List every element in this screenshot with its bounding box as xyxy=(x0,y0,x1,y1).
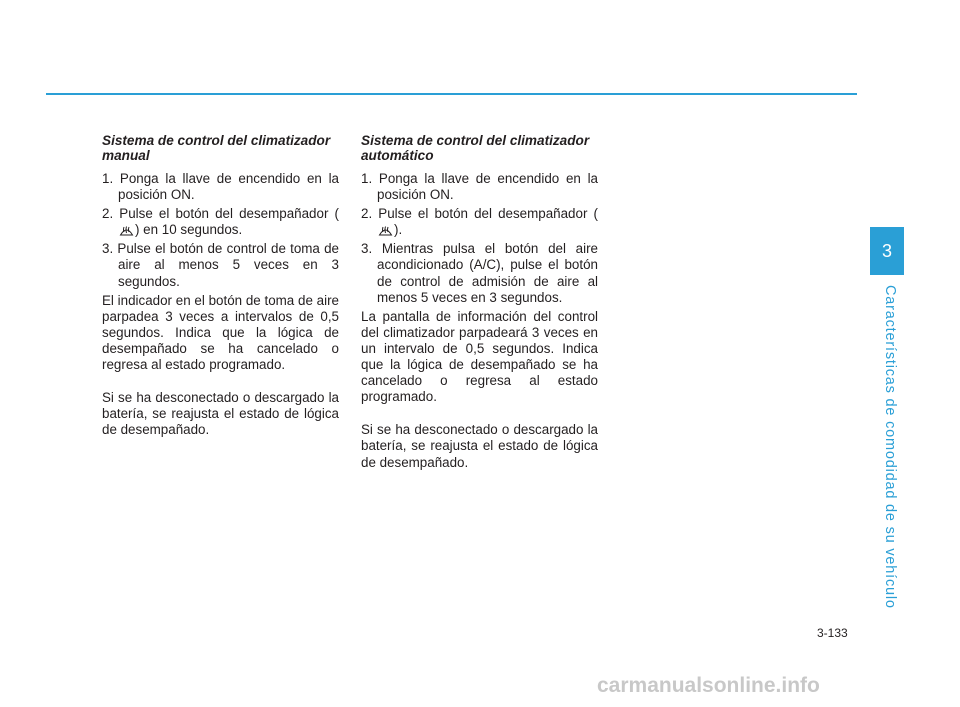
page-number: 3-133 xyxy=(817,626,848,640)
step-1 xyxy=(361,171,598,203)
step-text: 1. Ponga la llave de encendido en la posición ON. xyxy=(361,171,598,203)
chapter-tab: 3 xyxy=(870,227,904,275)
step-1 xyxy=(102,171,339,203)
header-rule xyxy=(46,93,857,95)
step-text: 2. Pulse el botón del desempañador ( xyxy=(361,206,598,222)
step-text: 1. Ponga la llave de encendido en la posición ON. xyxy=(102,171,339,203)
step-2 xyxy=(361,206,598,238)
left-column xyxy=(102,133,339,438)
section-heading-automatic: Sistema de control del climatizador automático xyxy=(361,133,590,163)
step-text: 2. Pulse el botón del desempañador ( xyxy=(102,206,339,222)
step-text-suffix: ). xyxy=(394,222,403,238)
chapter-title: Características de comodidad de su vehículo xyxy=(882,285,898,609)
step-2 xyxy=(102,206,339,238)
battery-paragraph: Si se ha desconectado o descargado la batería, se reajusta el estado de lógica de desempañado. xyxy=(361,422,598,470)
step-3 xyxy=(361,241,598,305)
step-text-suffix: ) en 10 segundos. xyxy=(135,222,243,238)
watermark: carmanualsonline.info xyxy=(597,674,820,697)
step-3 xyxy=(102,241,339,289)
battery-paragraph: Si se ha desconectado o descargado la batería, se reajusta el estado de lógica de desempañado. xyxy=(102,390,339,438)
display-paragraph: La pantalla de información del control del climatizador parpadeará 3 veces en un intervalo de 0,5 segundos. Indica que la lógica de desempañado se ha cancelado o regresa al estado programado. xyxy=(361,308,598,405)
right-column xyxy=(361,133,598,471)
front-defroster-icon xyxy=(119,224,134,236)
indicator-paragraph: El indicador en el botón de toma de aire parpadea 3 veces a intervalos de 0,5 segundos. Indica que la lógica de desempañado se ha cancelado o regresa al estado programado. xyxy=(102,292,339,373)
front-defroster-icon xyxy=(378,224,393,236)
step-text: 3. Pulse el botón de control de toma de aire al menos 5 veces en 3 segundos. xyxy=(102,241,339,289)
section-heading-manual: Sistema de control del climatizador manual xyxy=(102,133,331,163)
step-text: 3. Mientras pulsa el botón del aire acondicionado (A/C), pulse el botón de control de admisión de aire al menos 5 veces en 3 segundos. xyxy=(361,241,598,305)
